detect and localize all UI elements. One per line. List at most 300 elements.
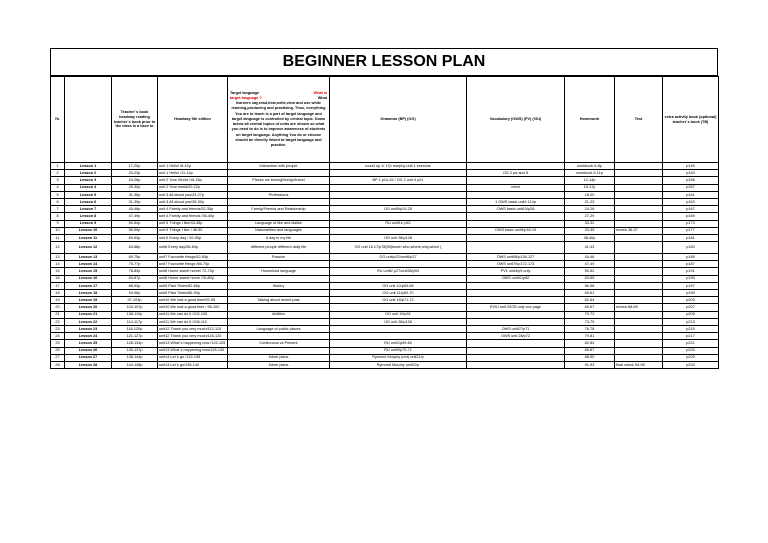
- cell-grammar: OG unit 16,17/p78(90)teach who,where,why,which (: [330, 242, 467, 254]
- cell-target-language: [228, 304, 330, 311]
- cell-test: [615, 254, 663, 261]
- cell-headway: unit 4 Family and friends /36-40p: [158, 213, 228, 220]
- header-no: №: [51, 77, 65, 163]
- cell-homework: 56-58: [565, 282, 615, 289]
- cell-headway: unit14 Let`s go /132-135: [158, 354, 228, 361]
- cell-vocabulary: EVIU unit 20/25 only voc page: [467, 304, 565, 311]
- cell-test: [615, 184, 663, 191]
- cell-extra: p173: [663, 220, 719, 227]
- table-row: [51, 191, 719, 198]
- cell-extra: p225: [663, 347, 719, 354]
- cell-number: 12: [51, 242, 65, 254]
- cell-homework: 18-20: [565, 191, 615, 198]
- cell-vocabulary: [467, 177, 565, 184]
- cell-homework: 50-52: [565, 268, 615, 275]
- cell-vocabulary: 1 OWS basic unit4 114p: [467, 198, 565, 205]
- table-row: [51, 347, 719, 354]
- cell-target-language: Language of like and dislike: [228, 220, 330, 227]
- cell-target-language: Household language: [228, 268, 330, 275]
- cell-target-language: Family/Friends and Relationship: [228, 206, 330, 213]
- cell-grammar: BP 1 p14-15 / OG 2 unit 4 p21: [330, 177, 467, 184]
- table-row: [51, 261, 719, 268]
- cell-number: 24: [51, 333, 65, 340]
- cell-number: 13: [51, 254, 65, 261]
- cell-homework: 88-90: [565, 354, 615, 361]
- cell-vocabulary: need: [467, 184, 565, 191]
- cell-number: 1: [51, 163, 65, 170]
- cell-target-language: History: [228, 282, 330, 289]
- cell-target-language: [228, 333, 330, 340]
- cell-target-language: [228, 318, 330, 325]
- page-title: BEGINNER LESSON PLAN: [50, 48, 718, 76]
- cell-extra: p213: [663, 318, 719, 325]
- cell-teachers-book: 88-93p: [112, 282, 158, 289]
- cell-vocabulary: [467, 347, 565, 354]
- cell-extra: p167: [663, 206, 719, 213]
- cell-target-language: Continuous vs Present: [228, 340, 330, 347]
- cell-homework: 91-93: [565, 361, 615, 368]
- cell-vocabulary: OWS unit70/p172-173: [467, 261, 565, 268]
- cell-target-language: [228, 290, 330, 297]
- header-homework: Homework: [565, 77, 615, 163]
- cell-number: 18: [51, 290, 65, 297]
- cell-grammar: Rymond Murphy (red) unit21/p: [330, 354, 467, 361]
- cell-lesson: Lesson 14: [65, 261, 112, 268]
- cell-headway: unit13 What`s happening now/126-130: [158, 347, 228, 354]
- cell-grammar: RU unit3/p70-71: [330, 347, 467, 354]
- cell-test: [615, 311, 663, 318]
- cell-extra: p209: [663, 311, 719, 318]
- cell-teachers-book: 84-87p: [112, 275, 158, 282]
- cell-extra: p191: [663, 268, 719, 275]
- cell-headway: unit8 Home sweet home/ 72-75p: [158, 268, 228, 275]
- cell-vocabulary: OWS basic unit10/p28: [467, 206, 565, 213]
- cell-test: [615, 340, 663, 347]
- cell-grammar: [330, 333, 467, 340]
- cell-number: 8: [51, 213, 65, 220]
- cell-target-language: [228, 213, 330, 220]
- cell-lesson: Lesson 28: [65, 361, 112, 368]
- cell-grammar: RU unit51/ p52: [330, 220, 467, 227]
- cell-lesson: Lesson 1: [65, 163, 112, 170]
- table-row: [51, 163, 719, 170]
- cell-homework: 33-35: [565, 227, 615, 234]
- cell-homework: 12-14p: [565, 177, 615, 184]
- cell-headway: unit14 Let`s go/136-140: [158, 361, 228, 368]
- cell-teachers-book: 20-23p: [112, 170, 158, 177]
- cell-test: [615, 242, 663, 254]
- cell-lesson: Lesson 13: [65, 254, 112, 261]
- cell-number: 16: [51, 275, 65, 282]
- cell-grammar: [330, 191, 467, 198]
- cell-test: [615, 170, 663, 177]
- cell-lesson: Lesson 21: [65, 311, 112, 318]
- table-row: [51, 290, 719, 297]
- cell-lesson: Lesson 17: [65, 282, 112, 289]
- cell-target-language: Places we belong/live/go/travel: [228, 177, 330, 184]
- cell-target-language: Professions: [228, 191, 330, 198]
- cell-teachers-book: 50-54p: [112, 220, 158, 227]
- cell-test: review 68-69: [615, 304, 663, 311]
- cell-headway: unit9 Past Times/86-90p: [158, 290, 228, 297]
- table-row: [51, 242, 719, 254]
- cell-grammar: OG unit 28/p128: [330, 234, 467, 241]
- cell-number: 21: [51, 311, 65, 318]
- cell-extra: p153: [663, 170, 719, 177]
- cell-homework: 44-46: [565, 254, 615, 261]
- cell-test: [615, 268, 663, 275]
- cell-vocabulary: [467, 311, 565, 318]
- cell-number: 22: [51, 318, 65, 325]
- cell-test: final check 94-95: [615, 361, 663, 368]
- cell-number: 23: [51, 325, 65, 332]
- cell-number: 5: [51, 191, 65, 198]
- cell-number: 26: [51, 347, 65, 354]
- cell-vocabulary: OWS unit31/p82: [467, 275, 565, 282]
- cell-test: [615, 198, 663, 205]
- cell-test: review 36-37: [615, 227, 663, 234]
- cell-number: 27: [51, 354, 65, 361]
- cell-extra: p221: [663, 340, 719, 347]
- cell-test: [615, 206, 663, 213]
- table-row: [51, 234, 719, 241]
- cell-vocabulary: OG 2 pa and 8: [467, 170, 565, 177]
- table-row: [51, 227, 719, 234]
- table-row: [51, 297, 719, 304]
- cell-test: [615, 220, 663, 227]
- cell-number: 25: [51, 340, 65, 347]
- cell-number: 28: [51, 361, 65, 368]
- cell-grammar: [330, 261, 467, 268]
- cell-test: [615, 333, 663, 340]
- cell-headway: unit12 Thank you very much/116-120: [158, 333, 228, 340]
- cell-grammar: OG unit 10/p63-66: [330, 282, 467, 289]
- cell-grammar: OG unit 15/p71-72: [330, 297, 467, 304]
- cell-headway: unit 4 Family and friends/32-35p: [158, 206, 228, 213]
- cell-test: [615, 191, 663, 198]
- table-row: [51, 220, 719, 227]
- cell-vocabulary: [467, 290, 565, 297]
- cell-lesson: Lesson 9: [65, 220, 112, 227]
- header-lesson: [65, 77, 112, 163]
- cell-homework: workbook 6-8p: [565, 163, 615, 170]
- cell-homework: 38-40p: [565, 234, 615, 241]
- cell-headway: unit11 We can do it /102-105: [158, 311, 228, 318]
- cell-lesson: Lesson 20: [65, 304, 112, 311]
- table-row: [51, 340, 719, 347]
- cell-headway: unit 1 Hello! /11-14p: [158, 170, 228, 177]
- cell-homework: workbook 9-11p: [565, 170, 615, 177]
- cell-teachers-book: 29-30p: [112, 184, 158, 191]
- cell-vocabulary: [467, 354, 565, 361]
- cell-teachers-book: 60-63p: [112, 234, 158, 241]
- cell-test: [615, 318, 663, 325]
- cell-vocabulary: PV1 unit4/p9 only: [467, 268, 565, 275]
- cell-target-language: [228, 261, 330, 268]
- cell-number: 19: [51, 297, 65, 304]
- cell-test: [615, 275, 663, 282]
- cell-target-language: [228, 170, 330, 177]
- cell-teachers-book: 17-20p: [112, 163, 158, 170]
- cell-grammar: RU unit1/p59-60: [330, 340, 467, 347]
- cell-homework: 24-26: [565, 206, 615, 213]
- cell-headway: unit12 Thank you very much/112-115: [158, 325, 228, 332]
- cell-homework: 27-29: [565, 213, 615, 220]
- cell-extra: p149: [663, 163, 719, 170]
- cell-homework: 15-17p: [565, 184, 615, 191]
- cell-number: 3: [51, 177, 65, 184]
- cell-grammar: [330, 227, 467, 234]
- cell-headway: unit9 Past Times/82-85p: [158, 282, 228, 289]
- target-line-1a: Target language: [230, 90, 260, 95]
- cell-number: 9: [51, 220, 65, 227]
- cell-number: 17: [51, 282, 65, 289]
- cell-test: [615, 290, 663, 297]
- cell-teachers-book: 94-96p: [112, 290, 158, 297]
- cell-teachers-book: 64-68p: [112, 242, 158, 254]
- cell-vocabulary: OWS unit27/p71: [467, 325, 565, 332]
- cell-extra: p195: [663, 275, 719, 282]
- cell-homework: 70-72: [565, 311, 615, 318]
- cell-homework: 73-75: [565, 318, 615, 325]
- cell-target-language: Language of public places: [228, 325, 330, 332]
- cell-grammar: [330, 275, 467, 282]
- cell-teachers-book: 31-36p: [112, 191, 158, 198]
- cell-test: [615, 163, 663, 170]
- cell-homework: 62-64: [565, 297, 615, 304]
- target-line-3: learners say,read,hear,write,view and use while learning,producing and practising. Thus, everything You are to teach is a part of target language and target language is controlled by central topic. Down below all central topics of units are shown so what you need to do is to improve awareness of students on target language. Anything You do or choose should be directly linked to target language and practise.: [231, 101, 326, 147]
- cell-grammar: [330, 325, 467, 332]
- cell-headway: unit 6 Every day / 52-55p: [158, 234, 228, 241]
- cell-vocabulary: OWS basic unit9/p18-19: [467, 227, 565, 234]
- cell-vocabulary: OWS unit 28/p72: [467, 333, 565, 340]
- cell-vocabulary: [467, 297, 565, 304]
- cell-teachers-book: 104-107p: [112, 304, 158, 311]
- target-line-1b: What is: [313, 90, 327, 95]
- cell-headway: unit 3 All about you/24-27p: [158, 191, 228, 198]
- cell-lesson: Lesson 16: [65, 275, 112, 282]
- table-row: [51, 361, 719, 368]
- cell-extra: p169: [663, 213, 719, 220]
- cell-target-language: [228, 184, 330, 191]
- cell-target-language: Possion: [228, 254, 330, 261]
- cell-grammar: OG unit/p22/unit6/p27: [330, 254, 467, 261]
- cell-headway: unit 2 Your World /16-18p: [158, 177, 228, 184]
- header-grammar: Grammar (BP) (OG): [330, 77, 467, 163]
- cell-vocabulary: [467, 220, 565, 227]
- cell-grammar: Rymond Murphy unit22/p: [330, 361, 467, 368]
- cell-lesson: Lesson 26: [65, 347, 112, 354]
- table-row: [51, 325, 719, 332]
- cell-grammar: OG unit 11/p69-70: [330, 290, 467, 297]
- cell-lesson: Lesson 3: [65, 177, 112, 184]
- cell-grammar: OG unit5/p24,25: [330, 206, 467, 213]
- cell-test: [615, 177, 663, 184]
- cell-lesson: Lesson 18: [65, 290, 112, 297]
- cell-lesson: Lesson 24: [65, 333, 112, 340]
- cell-teachers-book: 47-49p: [112, 213, 158, 220]
- cell-extra: p161: [663, 191, 719, 198]
- cell-lesson: Lesson 22: [65, 318, 112, 325]
- header-target-language: [228, 77, 330, 163]
- table-row: [51, 354, 719, 361]
- cell-homework: 82-84: [565, 340, 615, 347]
- cell-vocabulary: [467, 213, 565, 220]
- cell-homework: 53-55: [565, 275, 615, 282]
- cell-lesson: Lesson 15: [65, 268, 112, 275]
- cell-test: [615, 325, 663, 332]
- header-extra: extra activity book (optional) teacher`s book (TB): [663, 77, 719, 163]
- table-row: [51, 213, 719, 220]
- cell-test: [615, 354, 663, 361]
- cell-teachers-book: 56-59p: [112, 227, 158, 234]
- cell-extra: p156: [663, 177, 719, 184]
- table-row: [51, 206, 719, 213]
- cell-teachers-book: 40-46p: [112, 206, 158, 213]
- cell-lesson: Lesson 8: [65, 213, 112, 220]
- cell-headway: unit7 Favourite things/62-65p: [158, 254, 228, 261]
- cell-target-language: different people different daily life: [228, 242, 330, 254]
- cell-grammar: [330, 198, 467, 205]
- table-row: [51, 311, 719, 318]
- cell-number: 7: [51, 206, 65, 213]
- cell-teachers-book: 144-148p: [112, 361, 158, 368]
- cell-number: 11: [51, 234, 65, 241]
- cell-vocabulary: [467, 163, 565, 170]
- table-row: [51, 282, 719, 289]
- cell-lesson: Lesson 5: [65, 191, 112, 198]
- cell-grammar: [330, 213, 467, 220]
- table-row: [51, 268, 719, 275]
- cell-target-language: [228, 275, 330, 282]
- table-body: [51, 163, 719, 369]
- cell-extra: p203: [663, 297, 719, 304]
- cell-teachers-book: 69-75p: [112, 254, 158, 261]
- cell-vocabulary: OWS unit08/p126-127: [467, 254, 565, 261]
- cell-extra: p207: [663, 304, 719, 311]
- cell-headway: unit8 Home sweet home /76-80p: [158, 275, 228, 282]
- cell-number: 4: [51, 184, 65, 191]
- cell-teachers-book: 118-120p: [112, 325, 158, 332]
- cell-grammar: [330, 184, 467, 191]
- cell-target-language: Abilities: [228, 311, 330, 318]
- cell-test: [615, 297, 663, 304]
- cell-headway: unit7 Favourite things /66-70p: [158, 261, 228, 268]
- cell-lesson: Lesson 25: [65, 340, 112, 347]
- cell-vocabulary: [467, 340, 565, 347]
- header-test: Test: [615, 77, 663, 163]
- cell-headway: unit 5 Things I like / 46-50: [158, 227, 228, 234]
- cell-headway: unit6 Every day/56-60p: [158, 242, 228, 254]
- cell-test: [615, 213, 663, 220]
- cell-extra: p197: [663, 282, 719, 289]
- cell-lesson: Lesson 23: [65, 325, 112, 332]
- cell-test: [615, 261, 663, 268]
- cell-grammar: OG unit 28/p126: [330, 318, 467, 325]
- cell-teachers-book: 75-77p: [112, 261, 158, 268]
- cell-lesson: Lesson 6: [65, 198, 112, 205]
- cell-extra: p215: [663, 325, 719, 332]
- cell-homework: 41-43: [565, 242, 615, 254]
- cell-extra: p233: [663, 361, 719, 368]
- cell-vocabulary: [467, 191, 565, 198]
- cell-headway: unit 2 Your world/20-22p: [158, 184, 228, 191]
- cell-teachers-book: 24-28p: [112, 177, 158, 184]
- cell-homework: 76-78: [565, 325, 615, 332]
- cell-grammar: [330, 304, 467, 311]
- table-row: [51, 254, 719, 261]
- cell-extra: p229: [663, 354, 719, 361]
- cell-vocabulary: [467, 361, 565, 368]
- cell-grammar: round up 1/ 17p murphy unit 1 exercise: [330, 163, 467, 170]
- cell-teachers-book: 114-117p: [112, 318, 158, 325]
- cell-lesson: Lesson 4: [65, 184, 112, 191]
- cell-test: [615, 282, 663, 289]
- cell-headway: unit 3 All about you/28-30p: [158, 198, 228, 205]
- cell-headway: unit 1 Hello! /8-10p: [158, 163, 228, 170]
- cell-vocabulary: [467, 242, 565, 254]
- header-row: [51, 77, 719, 163]
- cell-vocabulary: [467, 234, 565, 241]
- table-row: [51, 333, 719, 340]
- table-row: [51, 318, 719, 325]
- cell-target-language: Talking about recent past: [228, 297, 330, 304]
- cell-extra: p199: [663, 290, 719, 297]
- cell-teachers-book: 138-144p: [112, 354, 158, 361]
- cell-number: 15: [51, 268, 65, 275]
- cell-extra: p177: [663, 227, 719, 234]
- cell-target-language: [228, 198, 330, 205]
- cell-target-language: Nationalities and languages: [228, 227, 330, 234]
- table-row: [51, 184, 719, 191]
- cell-lesson: Lesson 7: [65, 206, 112, 213]
- cell-headway: unit11 We can do it /106-110: [158, 318, 228, 325]
- cell-homework: 65-67: [565, 304, 615, 311]
- table-row: [51, 275, 719, 282]
- cell-teachers-book: 78-83p: [112, 268, 158, 275]
- cell-lesson: Lesson 2: [65, 170, 112, 177]
- cell-number: 6: [51, 198, 65, 205]
- cell-headway: unit13 What`s happening now /122-125: [158, 340, 228, 347]
- cell-homework: 85-87: [565, 347, 615, 354]
- cell-number: 14: [51, 261, 65, 268]
- target-line-2b: What: [317, 96, 327, 101]
- header-vocabulary: Vocabulary (OWS) (PV) (VIU): [467, 77, 565, 163]
- cell-lesson: Lesson 27: [65, 354, 112, 361]
- cell-teachers-book: 135-137p: [112, 347, 158, 354]
- table-row: [51, 304, 719, 311]
- table-row: [51, 198, 719, 205]
- cell-extra: p217: [663, 333, 719, 340]
- header-headway: Headway 5th edition: [158, 77, 228, 163]
- cell-number: 2: [51, 170, 65, 177]
- cell-teachers-book: 108-110p: [112, 311, 158, 318]
- cell-homework: 79-81: [565, 333, 615, 340]
- cell-lesson: Lesson 11: [65, 234, 112, 241]
- cell-target-language: future plans: [228, 361, 330, 368]
- cell-target-language: A day in my life: [228, 234, 330, 241]
- cell-extra: p181: [663, 234, 719, 241]
- cell-homework: 30-32: [565, 220, 615, 227]
- cell-grammar: RU unit6/ p27/unit38/p94: [330, 268, 467, 275]
- cell-teachers-book: 121-127p: [112, 333, 158, 340]
- cell-test: [615, 347, 663, 354]
- cell-extra: p185: [663, 254, 719, 261]
- cell-teachers-book: 31-39p: [112, 198, 158, 205]
- cell-target-language: Interaction with people: [228, 163, 330, 170]
- cell-headway: unit10 We had a good time/92-95: [158, 297, 228, 304]
- cell-grammar: [330, 170, 467, 177]
